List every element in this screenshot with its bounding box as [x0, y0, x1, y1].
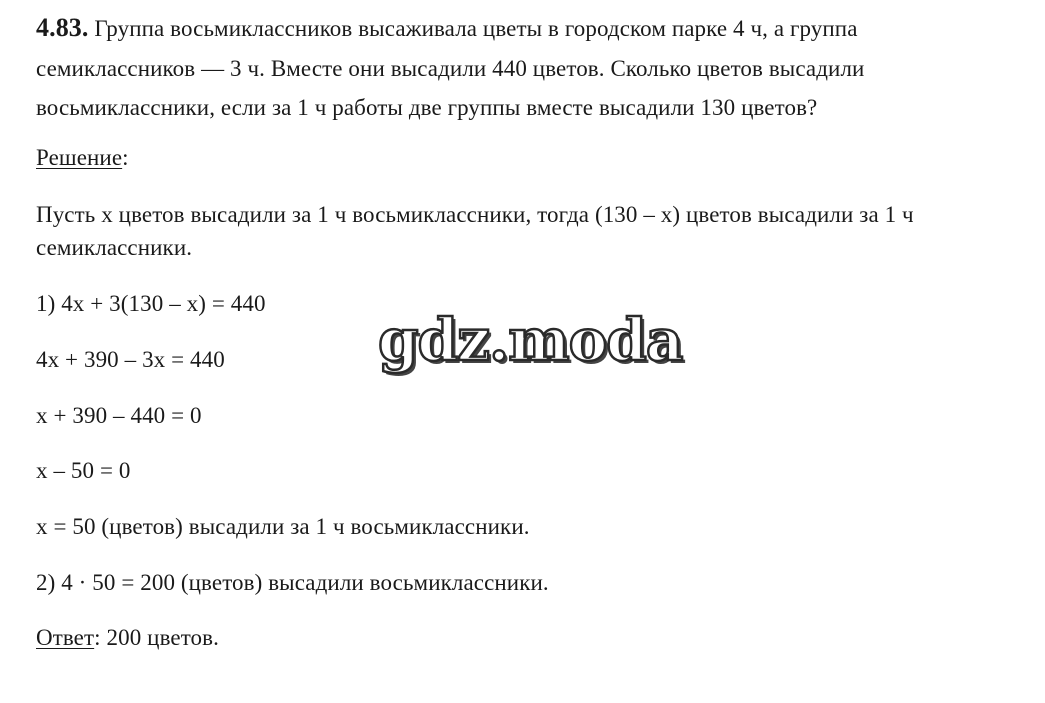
watermark-logo: gdz.moda: [378, 306, 683, 374]
solution-heading-colon: :: [122, 145, 129, 170]
problem-line-1: [36, 14, 858, 43]
equation-step-4: х – 50 = 0: [36, 458, 131, 483]
equation-step-3: х + 390 – 440 = 0: [36, 403, 202, 428]
solution-intro-line-2: семиклассники.: [36, 235, 193, 260]
answer-colon: :: [94, 625, 101, 650]
problem-line-3: восьмиклассники, если за 1 ч работы две группы вместе высадили 130 цветов?: [36, 95, 818, 120]
calculation-step: 2) 4 · 50 = 200 (цветов) высадили восьмиклассники.: [36, 570, 549, 595]
problem-text-1: Группа восьмиклассников высаживала цветы в городском парке 4 ч, а группа: [88, 16, 858, 41]
problem-line-2: семиклассников — 3 ч. Вместе они высадили 440 цветов. Сколько цветов высадили: [36, 56, 865, 81]
answer-value: 200 цветов.: [100, 625, 219, 650]
solution-heading: [36, 144, 129, 172]
answer-line: [36, 624, 219, 652]
equation-step-1: 1) 4х + 3(130 – х) = 440: [36, 291, 266, 316]
solution-heading-label: Решение: [36, 145, 123, 170]
answer-label: Ответ: [36, 625, 95, 650]
task-number: 4.83.: [36, 13, 89, 42]
solution-intro-line-1: Пусть х цветов высадили за 1 ч восьмиклассники, тогда (130 – х) цветов высадили за 1 ч: [36, 202, 914, 227]
equation-step-5: х = 50 (цветов) высадили за 1 ч восьмиклассники.: [36, 514, 530, 539]
equation-step-2: 4х + 390 – 3х = 440: [36, 347, 225, 372]
